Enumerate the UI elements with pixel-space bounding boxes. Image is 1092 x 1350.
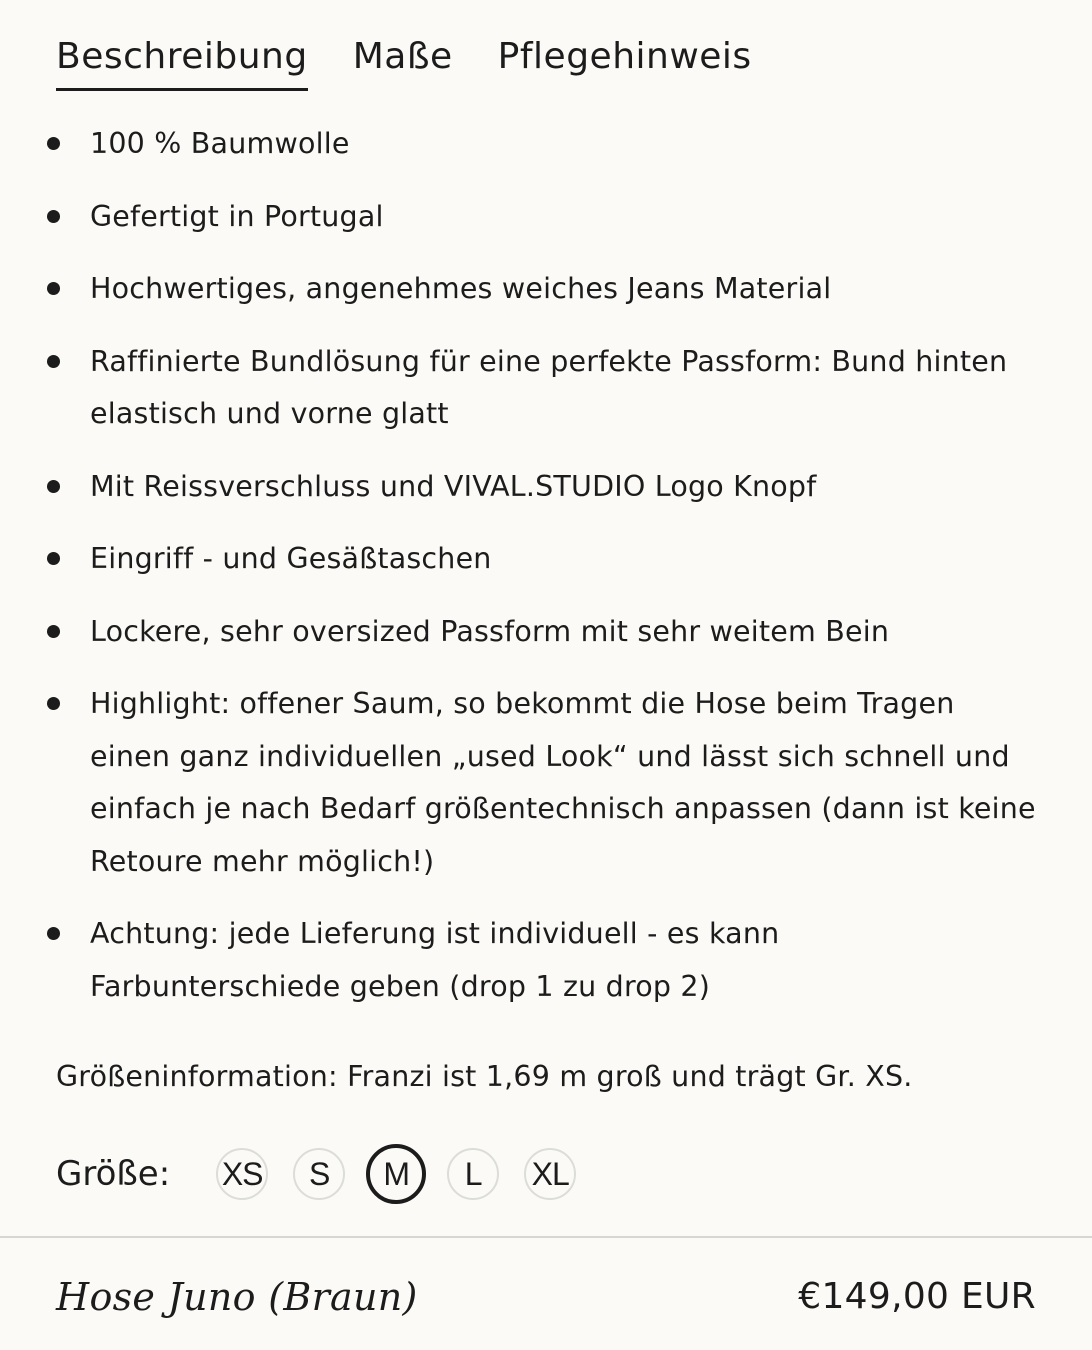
feature-text: Achtung: jede Lieferung ist individuell - es kann Farbunterschiede geben (drop 1 zu drop 2) <box>90 917 780 1003</box>
product-name: Hose Juno (Braun) <box>56 1275 418 1319</box>
list-item <box>0 191 1092 244</box>
size-option-s[interactable]: S <box>293 1148 345 1200</box>
product-price: €149,00 EUR <box>798 1276 1036 1317</box>
feature-text: Raffinierte Bundlösung für eine perfekte Passform: Bund hinten elastisch und vorne glatt <box>90 344 1008 430</box>
bullet-icon <box>47 137 60 150</box>
feature-text: Hochwertiges, angenehmes weiches Jeans Material <box>90 272 832 305</box>
bullet-icon <box>47 210 60 223</box>
tab-beschreibung[interactable]: Beschreibung <box>56 30 308 91</box>
size-selector <box>56 1143 601 1205</box>
feature-text: 100 % Baumwolle <box>90 127 350 160</box>
bullet-icon <box>47 282 60 295</box>
list-item <box>0 606 1092 659</box>
list-item <box>0 263 1092 316</box>
size-information: Größeninformation: Franzi ist 1,69 m groß und trägt Gr. XS. <box>56 1060 913 1093</box>
bullet-icon <box>47 480 60 493</box>
list-item <box>0 336 1092 441</box>
size-option-xl[interactable]: XL <box>524 1148 576 1200</box>
footer-divider <box>0 1236 1092 1238</box>
size-option-m[interactable]: M <box>366 1144 426 1204</box>
size-label: Größe: <box>56 1154 171 1194</box>
tab-pflegehinweis[interactable]: Pflegehinweis <box>497 36 752 77</box>
bullet-icon <box>47 697 60 710</box>
list-item <box>0 908 1092 1013</box>
feature-text: Mit Reissverschluss und VIVAL.STUDIO Logo Knopf <box>90 469 817 503</box>
list-item <box>0 118 1092 171</box>
feature-list <box>0 118 1092 1033</box>
description-tabs <box>56 30 752 91</box>
size-options <box>216 1144 601 1204</box>
list-item <box>0 678 1092 888</box>
size-option-xs[interactable]: XS <box>216 1148 268 1200</box>
bullet-icon <box>47 927 60 940</box>
feature-text: Lockere, sehr oversized Passform mit sehr weitem Bein <box>90 614 890 648</box>
feature-text: Eingriff - und Gesäßtaschen <box>90 542 492 575</box>
size-option-l[interactable]: L <box>447 1148 499 1200</box>
bullet-icon <box>47 625 60 638</box>
list-item <box>0 461 1092 514</box>
bullet-icon <box>47 355 60 368</box>
bullet-icon <box>47 552 60 565</box>
list-item <box>0 533 1092 586</box>
feature-text: Highlight: offener Saum, so bekommt die Hose beim Tragen einen ganz individuellen „used Look“ und lässt sich schnell und einfach je nach Bedarf größentechnisch anpassen (dann ist keine Retoure mehr möglich!) <box>90 687 1036 878</box>
feature-text: Gefertigt in Portugal <box>90 199 384 233</box>
tab-masse[interactable]: Maße <box>352 36 453 77</box>
